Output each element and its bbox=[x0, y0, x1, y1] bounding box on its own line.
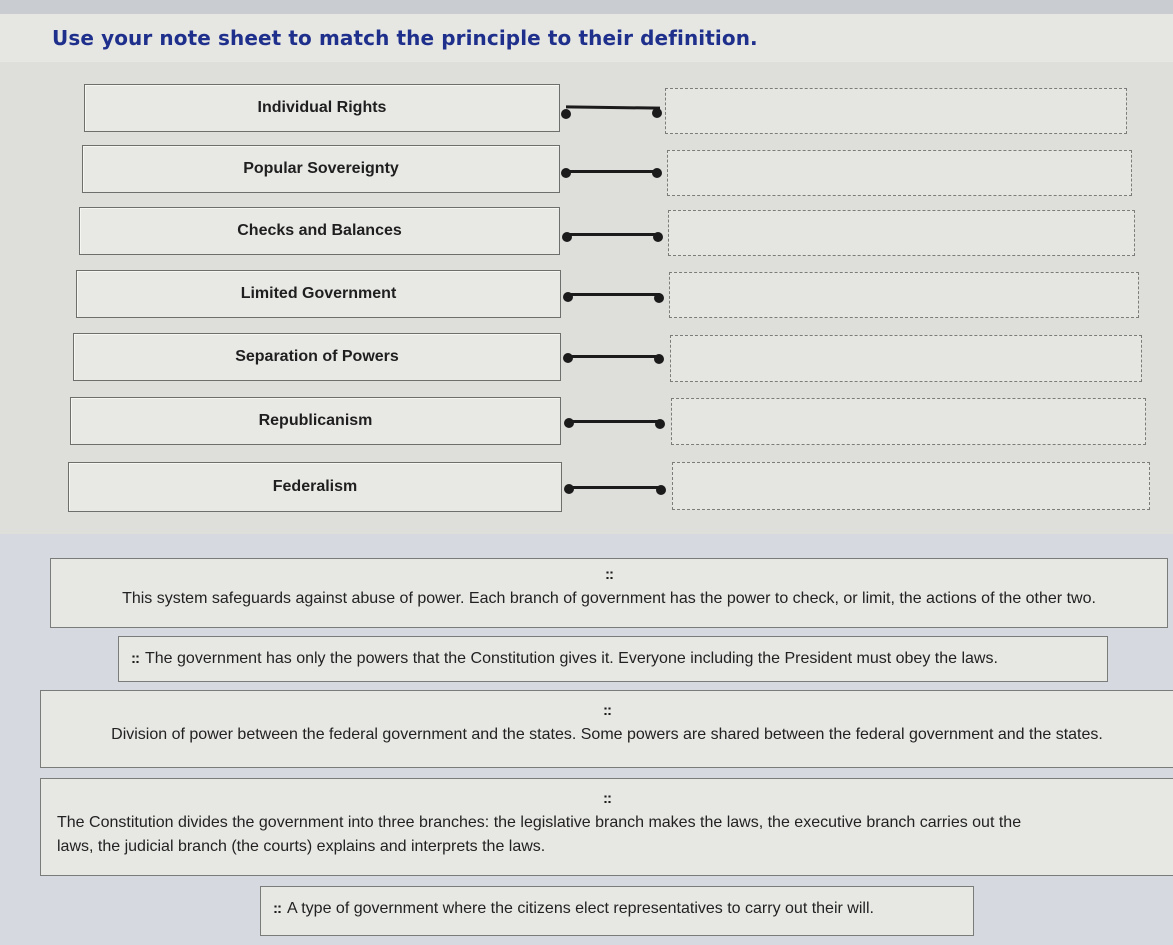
term-label: Checks and Balances bbox=[237, 222, 402, 239]
definition-text: The government has only the powers that the Constitution gives it. Everyone including the President must obey the laws. bbox=[145, 650, 998, 667]
term-label: Separation of Powers bbox=[235, 348, 399, 365]
definition-card-5[interactable] bbox=[260, 886, 974, 936]
instruction-title: Use your note sheet to match the principle to their definition. bbox=[52, 26, 758, 50]
term-individual-rights bbox=[84, 84, 560, 132]
term-label: Individual Rights bbox=[257, 99, 387, 116]
drag-handle-icon[interactable]: :: bbox=[273, 899, 281, 917]
definition-text: This system safeguards against abuse of power. Each branch of government has the power to check, or limit, the actions of the other two. bbox=[122, 590, 1096, 607]
connector-end-dot[interactable] bbox=[655, 419, 665, 429]
connector-end-dot[interactable] bbox=[654, 354, 664, 364]
definition-card-3[interactable] bbox=[40, 690, 1173, 768]
drop-target-1[interactable] bbox=[665, 88, 1127, 134]
term-checks-and-balances bbox=[79, 207, 560, 255]
drop-target-5[interactable] bbox=[670, 335, 1142, 382]
connector-end-dot[interactable] bbox=[652, 168, 662, 178]
connector-line bbox=[568, 293, 660, 296]
definition-text-line-1: The Constitution divides the government into three branches: the legislative branch makes the laws, the executive branch carries out the bbox=[57, 814, 1022, 831]
definition-card-2[interactable] bbox=[118, 636, 1108, 682]
connector-line bbox=[569, 420, 661, 423]
connector-end-dot[interactable] bbox=[653, 232, 663, 242]
term-label: Federalism bbox=[272, 478, 358, 495]
term-limited-government bbox=[76, 270, 561, 318]
connector-line bbox=[567, 233, 659, 236]
term-label: Popular Sovereignty bbox=[243, 160, 399, 177]
drag-handle-icon[interactable]: :: bbox=[605, 566, 613, 583]
term-popular-sovereignty bbox=[82, 145, 560, 193]
definition-text-line-2: laws, the judicial branch (the courts) explains and interprets the laws. bbox=[57, 838, 546, 855]
drop-target-3[interactable] bbox=[668, 210, 1135, 256]
drop-target-6[interactable] bbox=[671, 398, 1146, 445]
drop-target-4[interactable] bbox=[669, 272, 1139, 318]
drop-target-2[interactable] bbox=[667, 150, 1132, 196]
term-separation-of-powers bbox=[73, 333, 561, 381]
drag-handle-icon[interactable]: :: bbox=[603, 790, 611, 807]
connector-end-dot[interactable] bbox=[652, 108, 662, 118]
connector-end-dot[interactable] bbox=[654, 293, 664, 303]
connector-end-dot[interactable] bbox=[656, 485, 666, 495]
connector-line bbox=[568, 355, 660, 358]
term-federalism bbox=[68, 462, 562, 512]
definition-text: A type of government where the citizens elect representatives to carry out their will. bbox=[287, 900, 874, 917]
drag-handle-icon[interactable]: :: bbox=[603, 702, 611, 719]
definition-card-4[interactable] bbox=[40, 778, 1173, 876]
connector-start-dot[interactable] bbox=[561, 109, 571, 119]
term-label: Republicanism bbox=[258, 412, 373, 429]
term-republicanism bbox=[70, 397, 561, 445]
connector-line bbox=[569, 486, 661, 489]
term-label: Limited Government bbox=[240, 285, 397, 302]
definition-card-1[interactable] bbox=[50, 558, 1168, 628]
connector-line bbox=[566, 170, 658, 173]
definition-text: Division of power between the federal government and the states. Some powers are shared between the federal government and the states. bbox=[111, 726, 1103, 743]
drag-handle-icon[interactable]: :: bbox=[131, 649, 139, 667]
drop-target-7[interactable] bbox=[672, 462, 1150, 510]
